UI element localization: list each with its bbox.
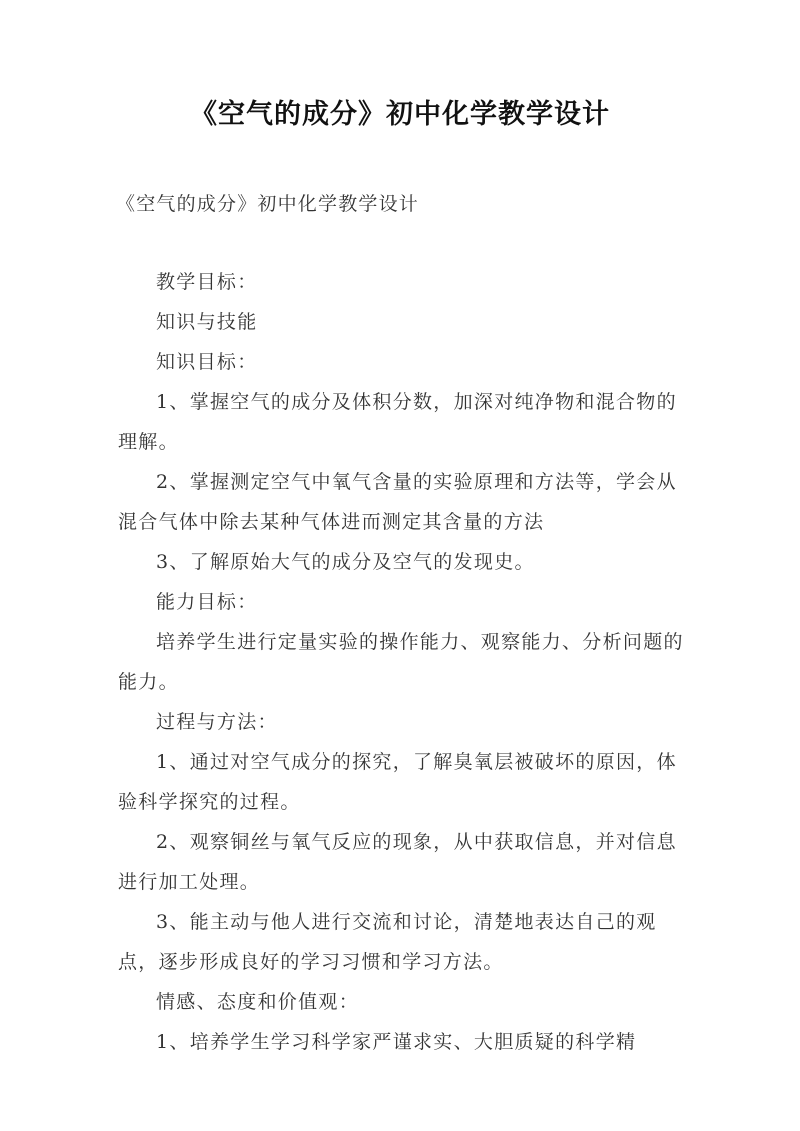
paragraph: 3、能主动与他人进行交流和讨论，清楚地表达自己的观点，逐步形成良好的学习习惯和学习方法。: [118, 911, 657, 973]
document-subtitle: 《空气的成分》初中化学教学设计: [116, 193, 420, 215]
paragraph: 1、培养学生学习科学家严谨求实、大胆质疑的科学精: [156, 1031, 637, 1053]
document-title: 《空气的成分》初中化学教学设计: [190, 99, 610, 130]
document-body: [118, 262, 688, 1062]
paragraph: 1、掌握空气的成分及体积分数，加深对纯净物和混合物的理解。: [118, 391, 677, 453]
paragraph: 培养学生进行定量实验的操作能力、观察能力、分析问题的能力。: [118, 631, 684, 693]
heading-emotion-values: 情感、态度和价值观：: [156, 991, 360, 1013]
heading-ability-goals: 能力目标：: [156, 591, 258, 613]
heading-knowledge-skills: 知识与技能: [156, 311, 258, 333]
paragraph: 1、通过对空气成分的探究，了解臭氧层被破坏的原因，体验科学探究的过程。: [118, 751, 677, 813]
heading-teaching-goals: 教学目标：: [156, 271, 258, 293]
paragraph: 2、掌握测定空气中氧气含量的实验原理和方法等，学会从混合气体中除去某种气体进而测定其含量的方法: [118, 471, 677, 533]
heading-process-methods: 过程与方法：: [156, 711, 278, 733]
heading-knowledge-goals: 知识目标：: [156, 351, 258, 373]
paragraph: 3、了解原始大气的成分及空气的发现史。: [156, 551, 535, 573]
paragraph: 2、观察铜丝与氧气反应的现象，从中获取信息，并对信息进行加工处理。: [118, 831, 677, 893]
